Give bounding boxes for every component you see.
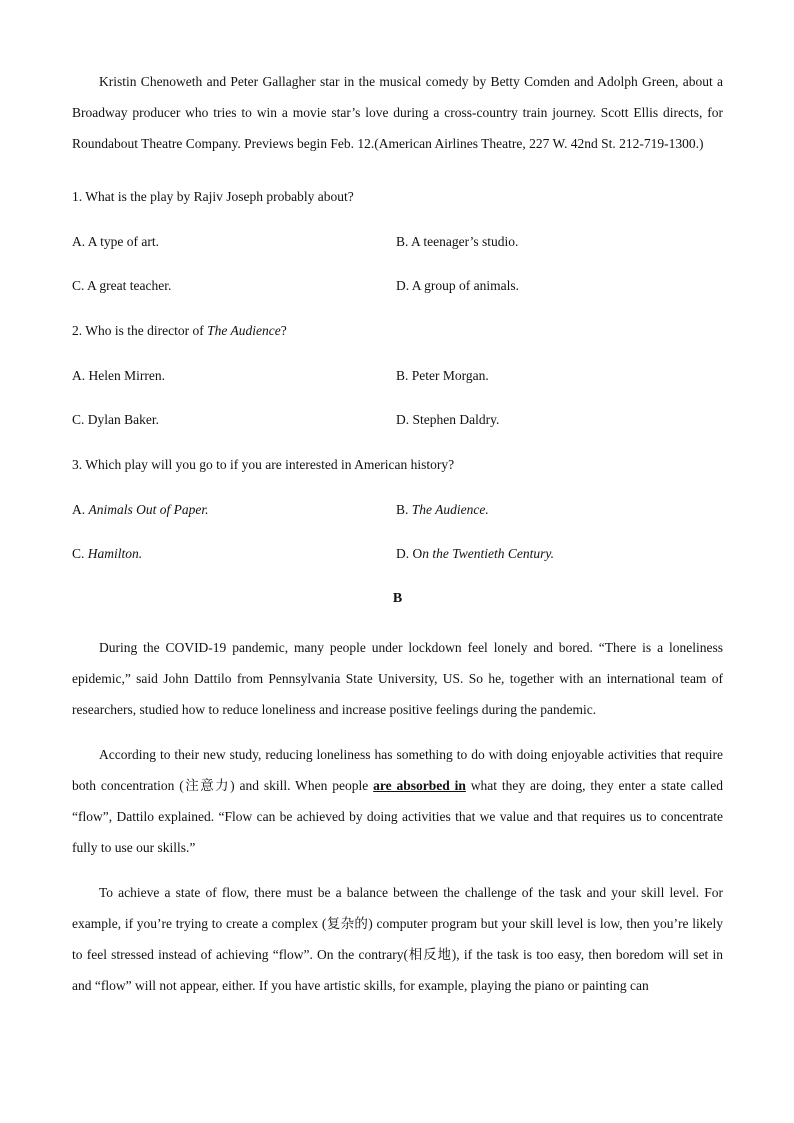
question-2-options-row-2	[72, 410, 723, 430]
q1-option-b: B. A teenager’s studio.	[396, 233, 519, 249]
q3-option-d-prefix: D. O	[396, 546, 423, 561]
p2-emphasized-phrase: are absorbed in	[373, 778, 466, 793]
q3-option-c	[72, 544, 142, 564]
section-b-paragraph-2	[72, 739, 723, 863]
document-page	[72, 66, 723, 1001]
q3-option-b-title: The Audience.	[411, 501, 489, 517]
q3-option-d-title: n the Twentieth Century.	[422, 546, 554, 561]
passage-a-paragraph: Kristin Chenoweth and Peter Gallagher star in the musical comedy by Betty Comden and Adolph Green, about a Broadway producer who tries to win a movie star’s love during a cross-country train journey. Scott Ellis directs, for Roundabout Theatre Company. Previews begin Feb. 12.(American Airlines Theatre, 227 W. 42nd St. 212-719-1300.)	[72, 74, 723, 151]
q3-option-c-prefix: C.	[72, 546, 88, 561]
question-1-options-row-1	[72, 232, 723, 252]
section-b-paragraph-3: To achieve a state of flow, there must be a balance between the challenge of the task and your skill level. For example, if you’re trying to create a complex (复杂的) computer program but your skill level is low, then you’re likely to feel stressed instead of achieving “flow”. On the contrary(相反地), if the task is too easy, then boredom will set in and “flow” will not appear, either. If you have artistic skills, for example, playing the piano or painting can	[72, 885, 723, 993]
section-b-paragraph-1: During the COVID-19 pandemic, many people under lockdown feel lonely and bored. “There is a loneliness epidemic,” said John Dattilo from Pennsylvania State University, US. So he, together with an international team of researchers, studied how to reduce loneliness and increase positive feelings during the pandemic.	[72, 640, 723, 717]
question-1-stem: 1. What is the play by Rajiv Joseph probably about?	[72, 189, 354, 204]
question-2-stem	[72, 321, 723, 341]
question-3-options-row-2	[72, 544, 723, 564]
question-3-options-row-1	[72, 500, 723, 520]
q3-option-b-prefix: B.	[396, 501, 412, 517]
q2-option-d: D. Stephen Daldry.	[396, 412, 500, 427]
question-2-options-row-1	[72, 366, 723, 386]
q2-option-b: B. Peter Morgan.	[396, 367, 489, 383]
q1-option-c: C. A great teacher.	[72, 278, 172, 293]
q2-option-a: A. Helen Mirren.	[72, 367, 165, 383]
q2-option-c: C. Dylan Baker.	[72, 412, 159, 427]
p2-text-before: According to their new study, reducing loneliness has something to do with doing enjoyable activities that require both concentration (注意力) and skill. When people	[72, 747, 723, 793]
question-3-stem: 3. Which play will you go to if you are interested in American history?	[72, 457, 455, 472]
q1-option-a: A. A type of art.	[72, 233, 159, 249]
q3-option-a-prefix: A.	[72, 501, 89, 517]
question-1-options-row-2	[72, 276, 723, 296]
q3-option-b	[396, 500, 489, 520]
q3-option-a	[72, 500, 209, 520]
q2-stem-before: 2. Who is the director of	[72, 323, 208, 338]
q2-stem-after: ?	[280, 323, 287, 338]
q1-option-d: D. A group of animals.	[396, 278, 519, 293]
q2-stem-title: The Audience	[207, 323, 281, 338]
p2-text-after: what they are doing, they enter a state called “flow”, Dattilo explained. “Flow can be achieved by doing activities that we value and that requires us to concentrate fully to use our skills.”	[72, 778, 724, 855]
q3-option-c-title: Hamilton.	[87, 546, 143, 561]
q3-option-a-title: Animals Out of Paper.	[88, 501, 209, 517]
section-b-heading: B	[392, 591, 403, 606]
q3-option-d	[396, 544, 554, 564]
